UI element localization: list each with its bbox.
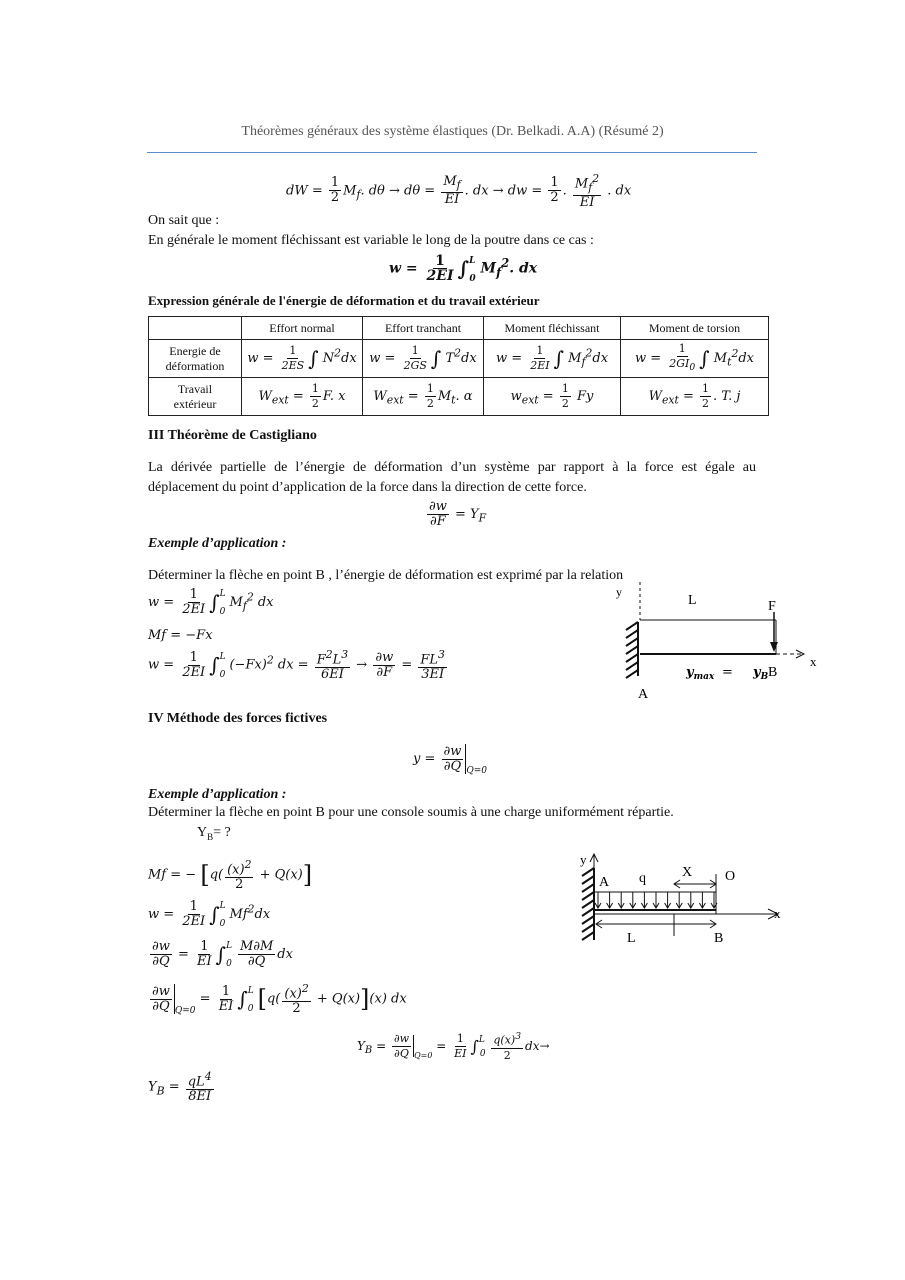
fig1-label-y: y <box>616 585 622 599</box>
fig2-label-x: x <box>774 906 781 921</box>
fig1-label-yB: $y_B$ <box>753 665 769 682</box>
cell-energie-torsion: w = $\frac{1}{2GI_0}$ ∫ $M_t^2dx$ <box>621 340 769 378</box>
example-2-title: Exemple d’application : <box>148 787 287 802</box>
cell-energie-flechissant: w = $\frac{1}{2EI}$ ∫ $M_f^2dx$ <box>484 340 621 378</box>
fig1-label-A: A <box>638 687 649 702</box>
ex2-formula-w: w = $\frac{1}{2EI}$ ∫$^L_0$ Mf$^2$dx <box>148 899 271 929</box>
fig2-label-q: q <box>639 871 646 886</box>
ex1-formula-w: w = $\frac{1}{2EI}$ ∫$^L_0$ $M_f^2$ dx <box>148 587 274 617</box>
cell-travail-torsion: $W_{ext}$ = $\frac{1}{2}$ . T. j <box>621 378 769 416</box>
ex2-formula-derivative: $\frac{\partial w}{\partial Q}$ = $\frac{1}{EI}$ ∫$^L_0$ $\frac{M\partial M}{\partial Q}$ dx <box>152 939 293 969</box>
page-header: Théorèmes généraux des système élastiques (Dr. Belkadi. A.A) (Résumé 2) <box>241 124 664 139</box>
ex2-formula-mf: Mf = − [q( $\frac{(x)^2}{2}$ + Q(x)] <box>148 858 313 893</box>
ex1-formula-result: w = $\frac{1}{2EI}$ ∫$^L_0$ $(-Fx)^2$ dx = $\frac{F^2L^3}{6EI}$ → $\frac{\partial w}{\partial F}$ = $\frac{FL^3}{3EI}$ <box>148 648 445 683</box>
formula-w-integral: w = $\frac{1}{2EI}$ ∫$^L_0$ $M_f^2$. dx <box>389 253 538 284</box>
fig2-label-B: B <box>714 931 724 946</box>
fig1-label-L: L <box>688 593 697 608</box>
fig1-label-ymax: $y_{max}$ <box>686 665 715 682</box>
ex2-formula-yb-integral: $Y_B$ = $\frac{\partial w}{\partial Q}$ $_{Q=0}$ = $\frac{1}{EI}$ ∫$^L_0$ $\frac{q(x)^3}{2}$ dx→ <box>357 1031 550 1062</box>
distributed-load-arrows <box>595 892 717 908</box>
example-1-title: Exemple d’application : <box>148 536 287 551</box>
fixed-support-hatch <box>626 622 638 678</box>
col-header-normal: Effort normal <box>242 317 363 340</box>
cell-travail-tranchant: $W_{ext}$ = $\frac{1}{2}$ $M_t$. α <box>363 378 484 416</box>
table-corner <box>149 317 242 340</box>
fig1-label-F: F <box>768 599 776 614</box>
cell-energie-normal: w = $\frac{1}{2ES}$ ∫ $N^2dx$ <box>242 340 363 378</box>
cell-energie-tranchant: w = $\frac{1}{2GS}$ ∫ $T^2dx$ <box>363 340 484 378</box>
cell-travail-flechissant: $w_{ext}$ = $\frac{1}{2}$ Fy <box>484 378 621 416</box>
example-2-text: Déterminer la flèche en point B pour une console soumis à une charge uniformément répartie. <box>148 805 674 820</box>
fig1-label-eq: = <box>722 665 733 680</box>
energy-table <box>148 316 769 416</box>
formula-dw: dW = $\frac{1}{2}$ $M_f$. dθ → dθ = $\frac{M_f}{EI}$ . dx → dw = $\frac{1}{2}$ . $\frac{M_f^2}{EI}$ . dx <box>286 172 632 210</box>
fig2-label-y: y <box>580 852 587 867</box>
on-sait-text: On sait que : <box>148 213 220 228</box>
figure-cantilever-distributed-load <box>570 848 795 948</box>
table-title: Expression générale de l'énergie de déformation et du travail extérieur <box>148 293 540 308</box>
generale-text: En générale le moment fléchissant est variable le long de la poutre dans ce cas : <box>148 233 594 248</box>
ex1-formula-mf: Mf = −Fx <box>148 628 213 643</box>
fig2-label-L: L <box>627 931 636 946</box>
col-header-flechissant: Moment fléchissant <box>484 317 621 340</box>
example-1-text: Déterminer la flèche en point B , l’énergie de déformation est exprimé par la relation <box>148 568 624 583</box>
cell-travail-normal: $W_{ext}$ = $\frac{1}{2}$ F. x <box>242 378 363 416</box>
fig2-label-X: X <box>682 865 693 880</box>
row-header-energie: Energie de déformation <box>149 340 242 378</box>
ex2-formula-yb-result: $Y_B$ = $\frac{qL^4}{8EI}$ <box>148 1070 212 1105</box>
force-arrow-head <box>770 642 778 652</box>
col-header-tranchant: Effort tranchant <box>363 317 484 340</box>
fixed-support-hatch-2 <box>582 868 594 940</box>
header-rule <box>147 152 757 153</box>
figure-cantilever-point-load <box>600 580 830 705</box>
section-3-text: La dérivée partielle de l’énergie de déformation d’un système par rapport à la force est égale au déplacement du point d’application de la force dans la direction de cette force. <box>148 460 756 495</box>
fig2-label-O: O <box>725 869 736 884</box>
row-header-travail: Travail extérieur <box>149 378 242 416</box>
yb-question: $Y_B=$ ? <box>197 825 231 842</box>
formula-castigliano: $\frac{\partial w}{\partial F}$ = $Y_F$ <box>429 499 487 529</box>
fig2-label-A: A <box>599 875 610 890</box>
formula-fictive-force: y = $\frac{\partial w}{\partial Q}$ $_{Q=0}$ <box>413 743 488 776</box>
fig1-label-B: B <box>768 665 778 680</box>
section-4-title: IV Méthode des forces fictives <box>148 711 328 726</box>
section-3-title: III Théorème de Castigliano <box>148 428 317 443</box>
ex2-formula-derivative-q0: $\frac{\partial w}{\partial Q}$ $_{Q=0}$ = $\frac{1}{EI}$ ∫$^L_0$ [q( $\frac{(x)^2}{2}$ + Q(x)](x) dx <box>152 982 407 1017</box>
fig1-label-x: x <box>810 654 817 669</box>
col-header-torsion: Moment de torsion <box>621 317 769 340</box>
